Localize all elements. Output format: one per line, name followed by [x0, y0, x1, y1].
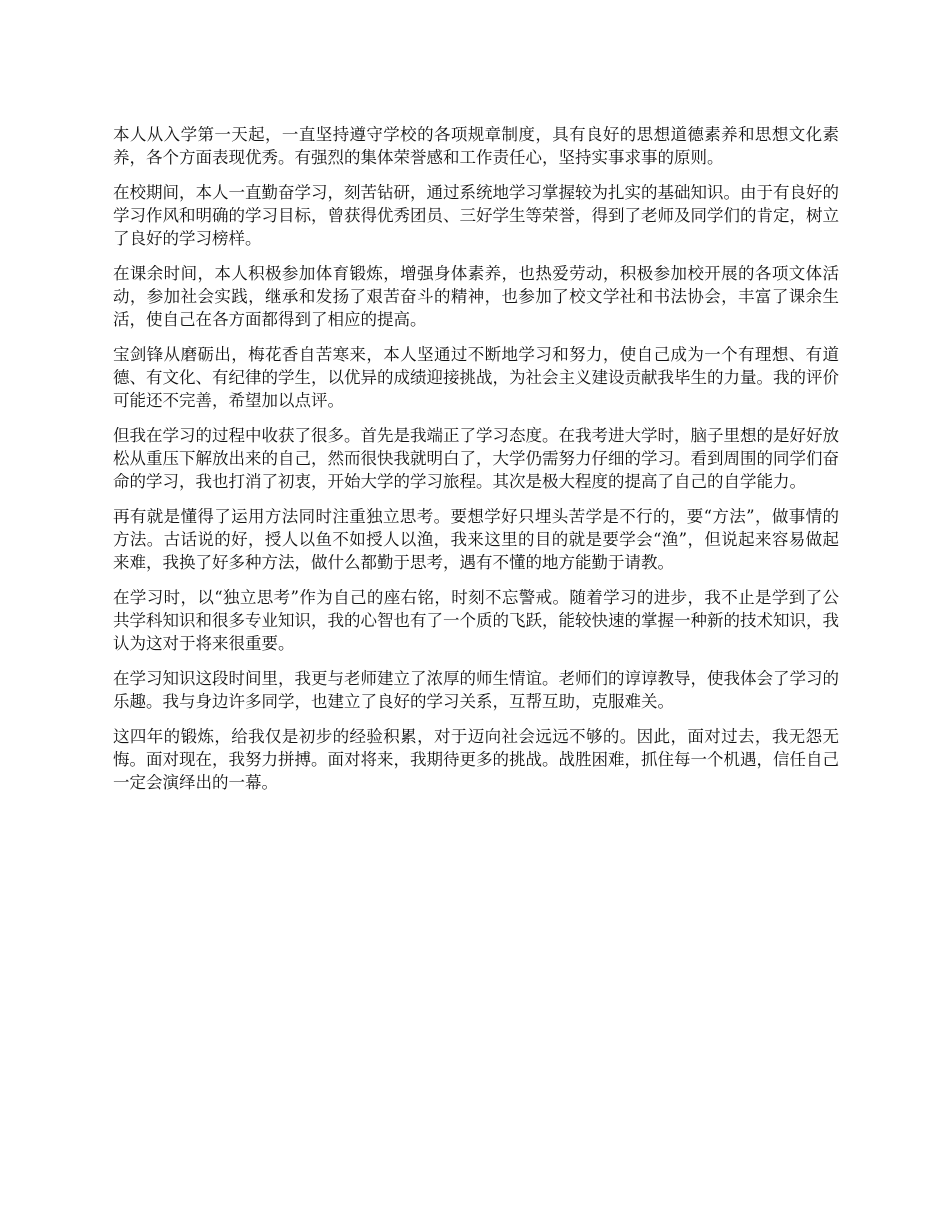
paragraph-4: 宝剑锋从磨砺出，梅花香自苦寒来，本人坚通过不断地学习和努力，使自己成为一个有理想、有道德、有文化、有纪律的学生，以优异的成绩迎接挑战，为社会主义建设贡献我毕生的力量。我的评价可能还不完善，希望加以点评。	[113, 345, 839, 410]
paragraph-5: 但我在学习的过程中收获了很多。首先是我端正了学习态度。在我考进大学时，脑子里想的是好好放松从重压下解放出来的自己，然而很快我就明白了，大学仍需努力仔细的学习。看到周围的同学们奋命的学习，我也打消了初衷，开始大学的学习旅程。其次是极大程度的提高了自己的自学能力。	[113, 426, 839, 491]
paragraph-1: 本人从入学第一天起，一直坚持遵守学校的各项规章制度，具有良好的思想道德素养和思想文化素养，各个方面表现优秀。有强烈的集体荣誉感和工作责任心，坚持实事求事的原则。	[113, 125, 839, 167]
paragraph-8: 在学习知识这段时间里，我更与老师建立了浓厚的师生情谊。老师们的谆谆教导，使我体会了学习的乐趣。我与身边许多同学，也建立了良好的学习关系，互帮互助，克服难关。	[113, 669, 839, 711]
paragraph-9: 这四年的锻炼，给我仅是初步的经验积累，对于迈向社会远远不够的。因此，面对过去，我无怨无悔。面对现在，我努力拼搏。面对将来，我期待更多的挑战。战胜困难，抓住每一个机遇，信任自己一定会演绎出的一幕。	[113, 727, 839, 792]
paragraph-2: 在校期间，本人一直勤奋学习，刻苦钻研，通过系统地学习掌握较为扎实的基础知识。由于有良好的学习作风和明确的学习目标，曾获得优秀团员、三好学生等荣誉，得到了老师及同学们的肯定，树立了良好的学习榜样。	[113, 183, 839, 248]
paragraph-3: 在课余时间，本人积极参加体育锻炼，增强身体素养，也热爱劳动，积极参加校开展的各项文体活动，参加社会实践，继承和发扬了艰苦奋斗的精神，也参加了校文学社和书法协会，丰富了课余生活，使自己在各方面都得到了相应的提高。	[113, 264, 839, 329]
document-body	[113, 123, 839, 806]
paragraph-6: 再有就是懂得了运用方法同时注重独立思考。要想学好只埋头苦学是不行的，要“方法”，做事情的方法。古话说的好，授人以鱼不如授人以渔，我来这里的目的就是要学会“渔”，但说起来容易做起来难，我换了好多种方法，做什么都勤于思考，遇有不懂的地方能勤于请教。	[113, 507, 839, 572]
paragraph-7: 在学习时，以“独立思考”作为自己的座右铭，时刻不忘警戒。随着学习的进步，我不止是学到了公共学科知识和很多专业知识，我的心智也有了一个质的飞跃，能较快速的掌握一种新的技术知识，我认为这对于将来很重要。	[113, 588, 839, 653]
